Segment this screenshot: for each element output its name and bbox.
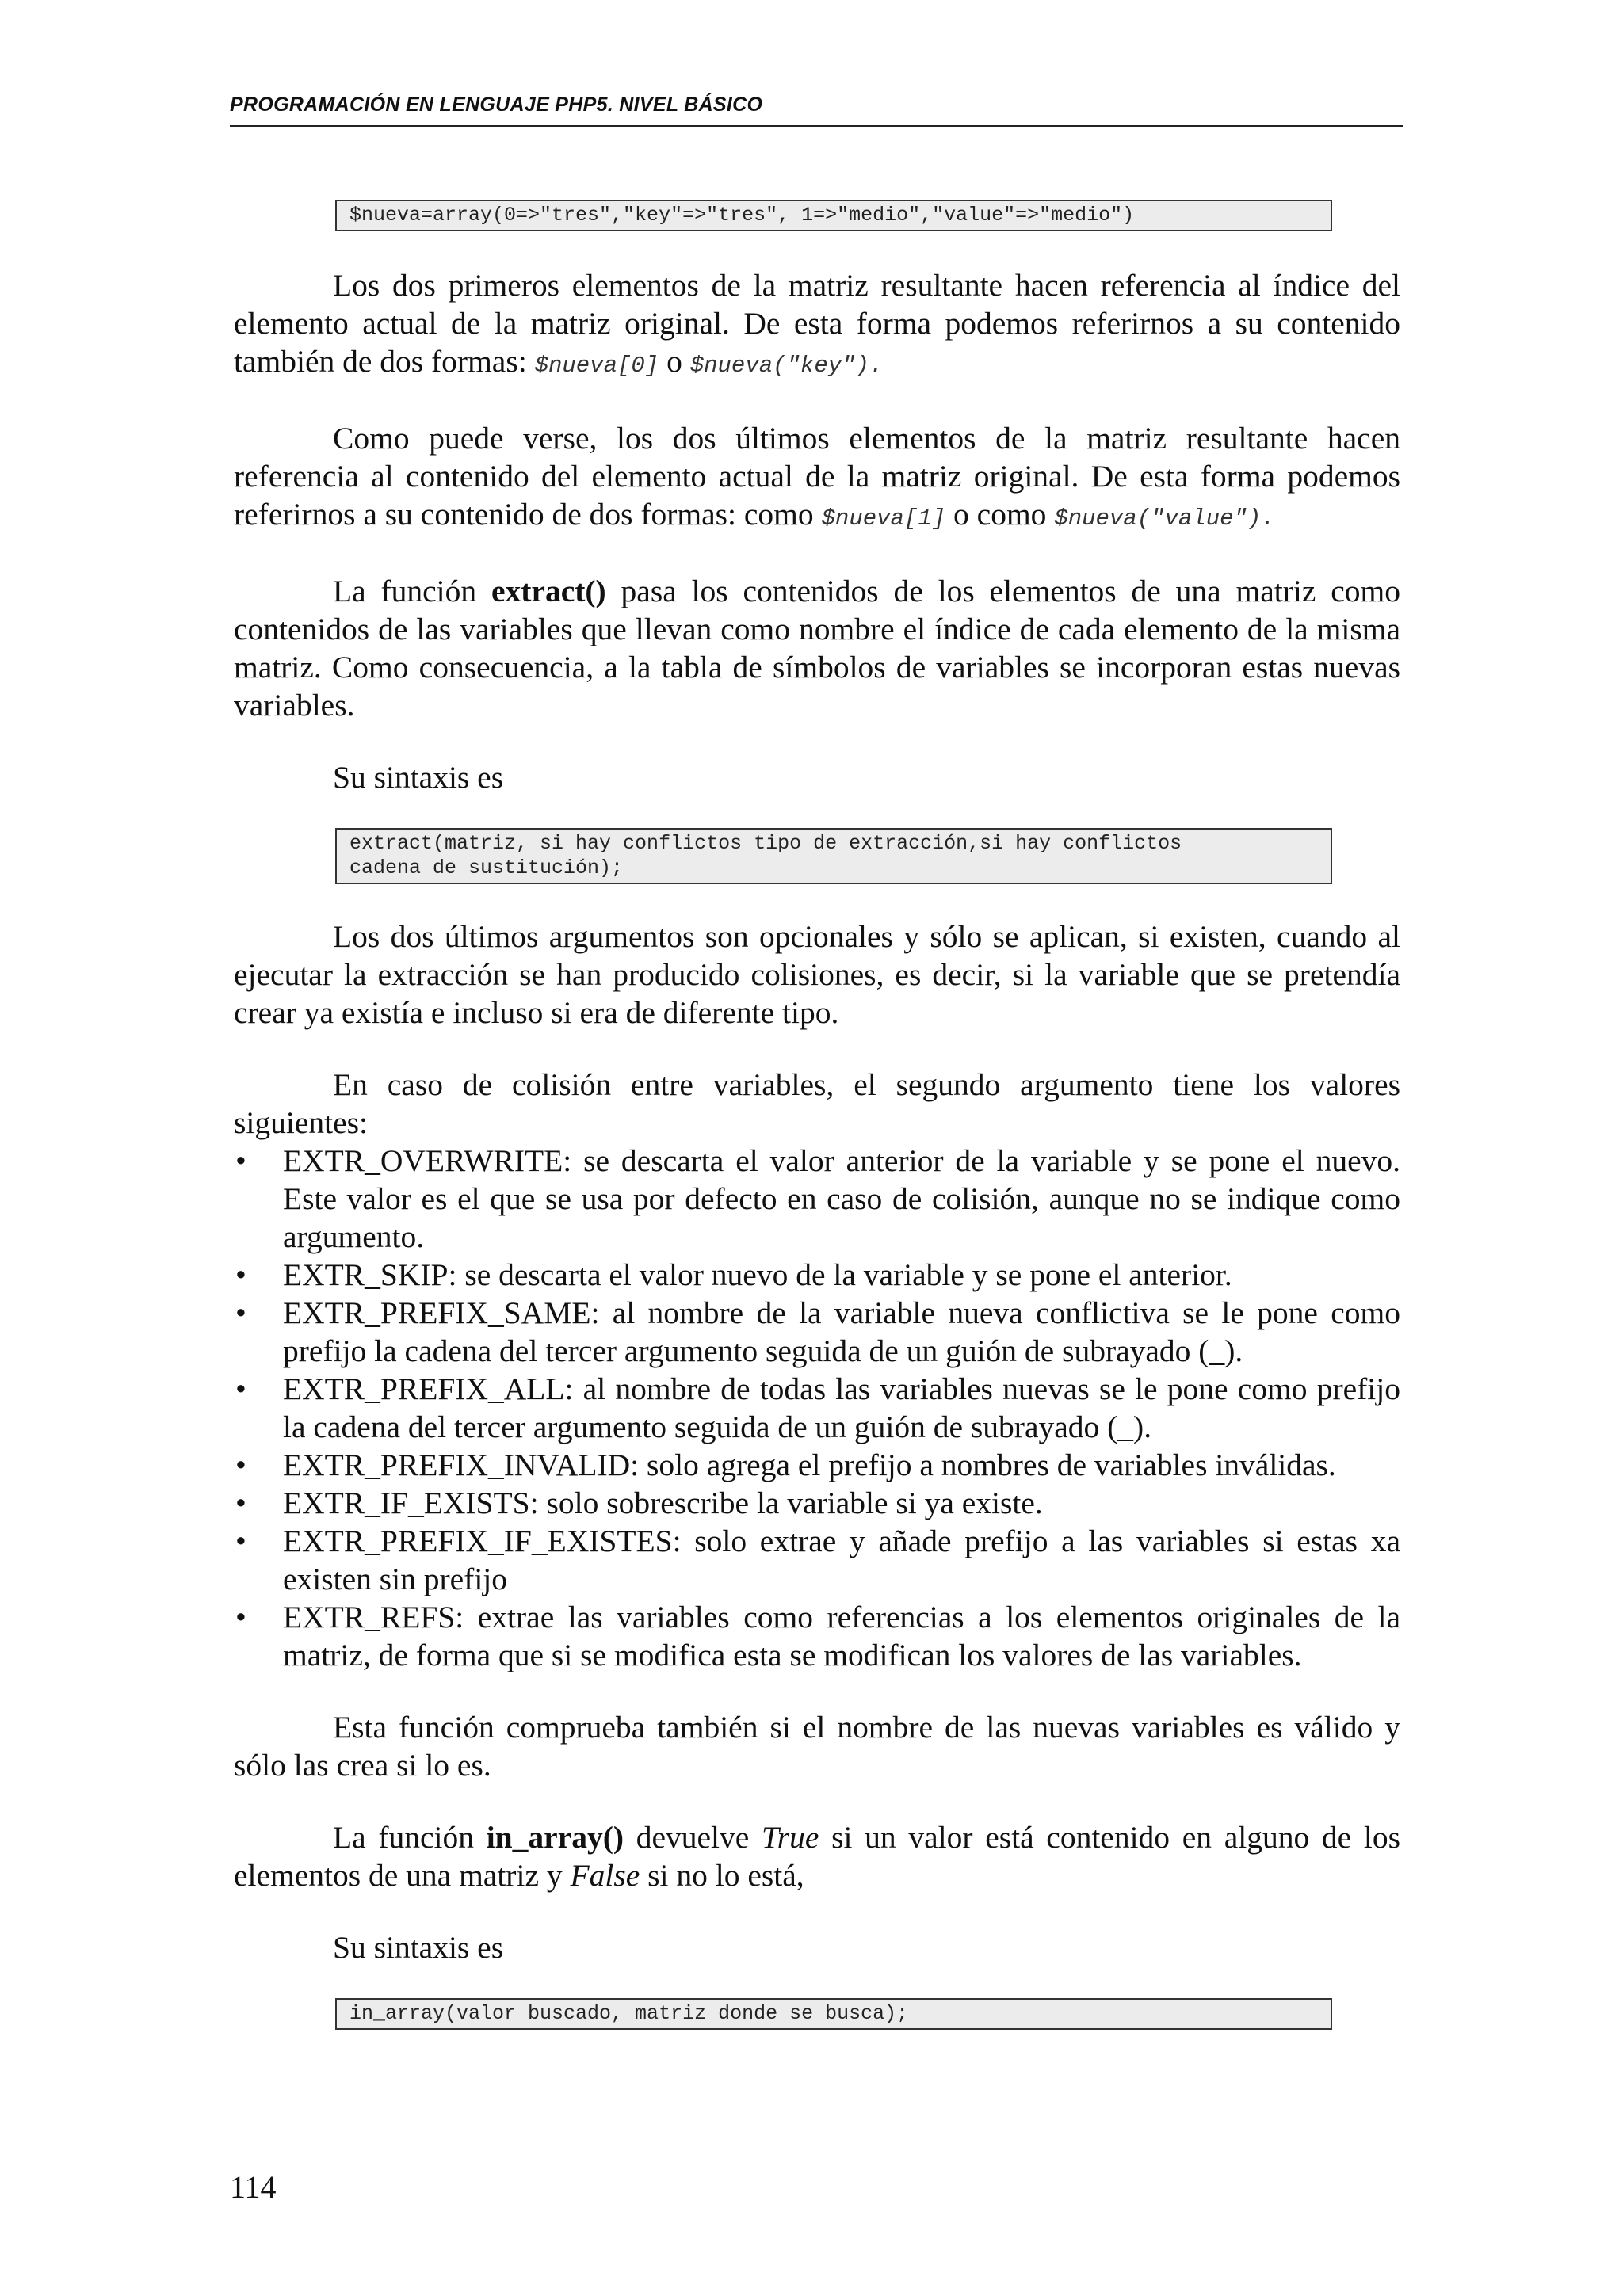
paragraph-last-elements: Como puede verse, los dos últimos elementos de la matriz resultante hacen referencia al contenido del elemento actual de la matriz original. De esta forma podemos referirnos a su contenido de dos formas: como $nueva[1] o como $nueva("value").: [234, 421, 1400, 532]
extract-flags-list: [234, 1142, 1400, 1674]
function-name: in_array(): [486, 1820, 624, 1855]
paragraph-extract: La función extract() pasa los contenidos de los elementos de una matriz como contenidos de las variables que llevan como nombre el índice de cada elemento de la misma matriz. Como consecuencia, a la tabla de símbolos de variables se incorporan estas nuevas variables.: [234, 574, 1400, 723]
paragraph-optional-args: Los dos últimos argumentos son opcionales y sólo se aplican, si existen, cuando al ejecutar la extracción se han producido colisiones, es decir, si la variable que se pretendía crear ya existía e incluso si era de diferente tipo.: [234, 919, 1400, 1030]
list-item: • EXTR_PREFIX_IF_EXISTES: solo extrae y añade prefijo a las variables si estas xa existen sin prefijo: [234, 1522, 1400, 1598]
list-item: • EXTR_OVERWRITE: se descarta el valor anterior de la variable y se pone el nuevo. Este valor es el que se usa por defecto en caso de colisión, aunque no se indique como argumento.: [234, 1142, 1400, 1256]
page-content: [234, 200, 1400, 2030]
list-item: • EXTR_REFS: extrae las variables como referencias a los elementos originales de la matriz, de forma que si se modifica esta se modifican los valores de las variables.: [234, 1598, 1400, 1674]
list-item: • EXTR_PREFIX_SAME: al nombre de la variable nueva conflictiva se le pone como prefijo la cadena del tercer argumento seguida de un guión de subrayado (_).: [234, 1294, 1400, 1370]
paragraph-first-elements: Los dos primeros elementos de la matriz resultante hacen referencia al índice del elemento actual de la matriz original. De esta forma podemos referirnos a su contenido también de dos formas: $nueva[0] o $nueva("key").: [234, 268, 1400, 379]
code-block-array: $nueva=array(0=>"tres","key"=>"tres", 1=>"medio","value"=>"medio"): [335, 200, 1332, 231]
inline-code: $nueva("key").: [689, 353, 884, 379]
code-block-in-array: in_array(valor buscado, matriz donde se busca);: [335, 1998, 1332, 2030]
paragraph-validation: Esta función comprueba también si el nombre de las nuevas variables es válido y sólo las crea si lo es.: [234, 1710, 1400, 1783]
list-item: • EXTR_PREFIX_INVALID: solo agrega el prefijo a nombres de variables inválidas.: [234, 1446, 1400, 1484]
list-item: • EXTR_IF_EXISTS: solo sobrescribe la variable si ya existe.: [234, 1484, 1400, 1522]
function-name: extract(): [491, 574, 606, 608]
inline-code: $nueva[0]: [534, 353, 659, 379]
paragraph-in-array: La función in_array() devuelve True si un valor está contenido en alguno de los elementos de una matriz y False si no lo está,: [234, 1820, 1400, 1893]
header-rule: [230, 125, 1403, 127]
running-header: PROGRAMACIÓN EN LENGUAJE PHP5. NIVEL BÁSICO: [230, 93, 763, 116]
syntax-label: Su sintaxis es: [333, 1930, 504, 1965]
syntax-label: Su sintaxis es: [333, 760, 504, 795]
list-item: • EXTR_SKIP: se descarta el valor nuevo de la variable y se pone el anterior.: [234, 1256, 1400, 1294]
paragraph-collision: En caso de colisión entre variables, el segundo argumento tiene los valores siguientes:: [234, 1067, 1400, 1140]
inline-code: $nueva[1]: [821, 505, 946, 532]
page-number: 114: [230, 2169, 277, 2205]
list-item: • EXTR_PREFIX_ALL: al nombre de todas las variables nuevas se le pone como prefijo la cadena del tercer argumento seguida de un guión de subrayado (_).: [234, 1370, 1400, 1446]
code-block-extract: extract(matriz, si hay conflictos tipo de extracción,si hay conflictos cadena de sustitución);: [335, 828, 1332, 884]
inline-code: $nueva("value").: [1054, 505, 1275, 532]
